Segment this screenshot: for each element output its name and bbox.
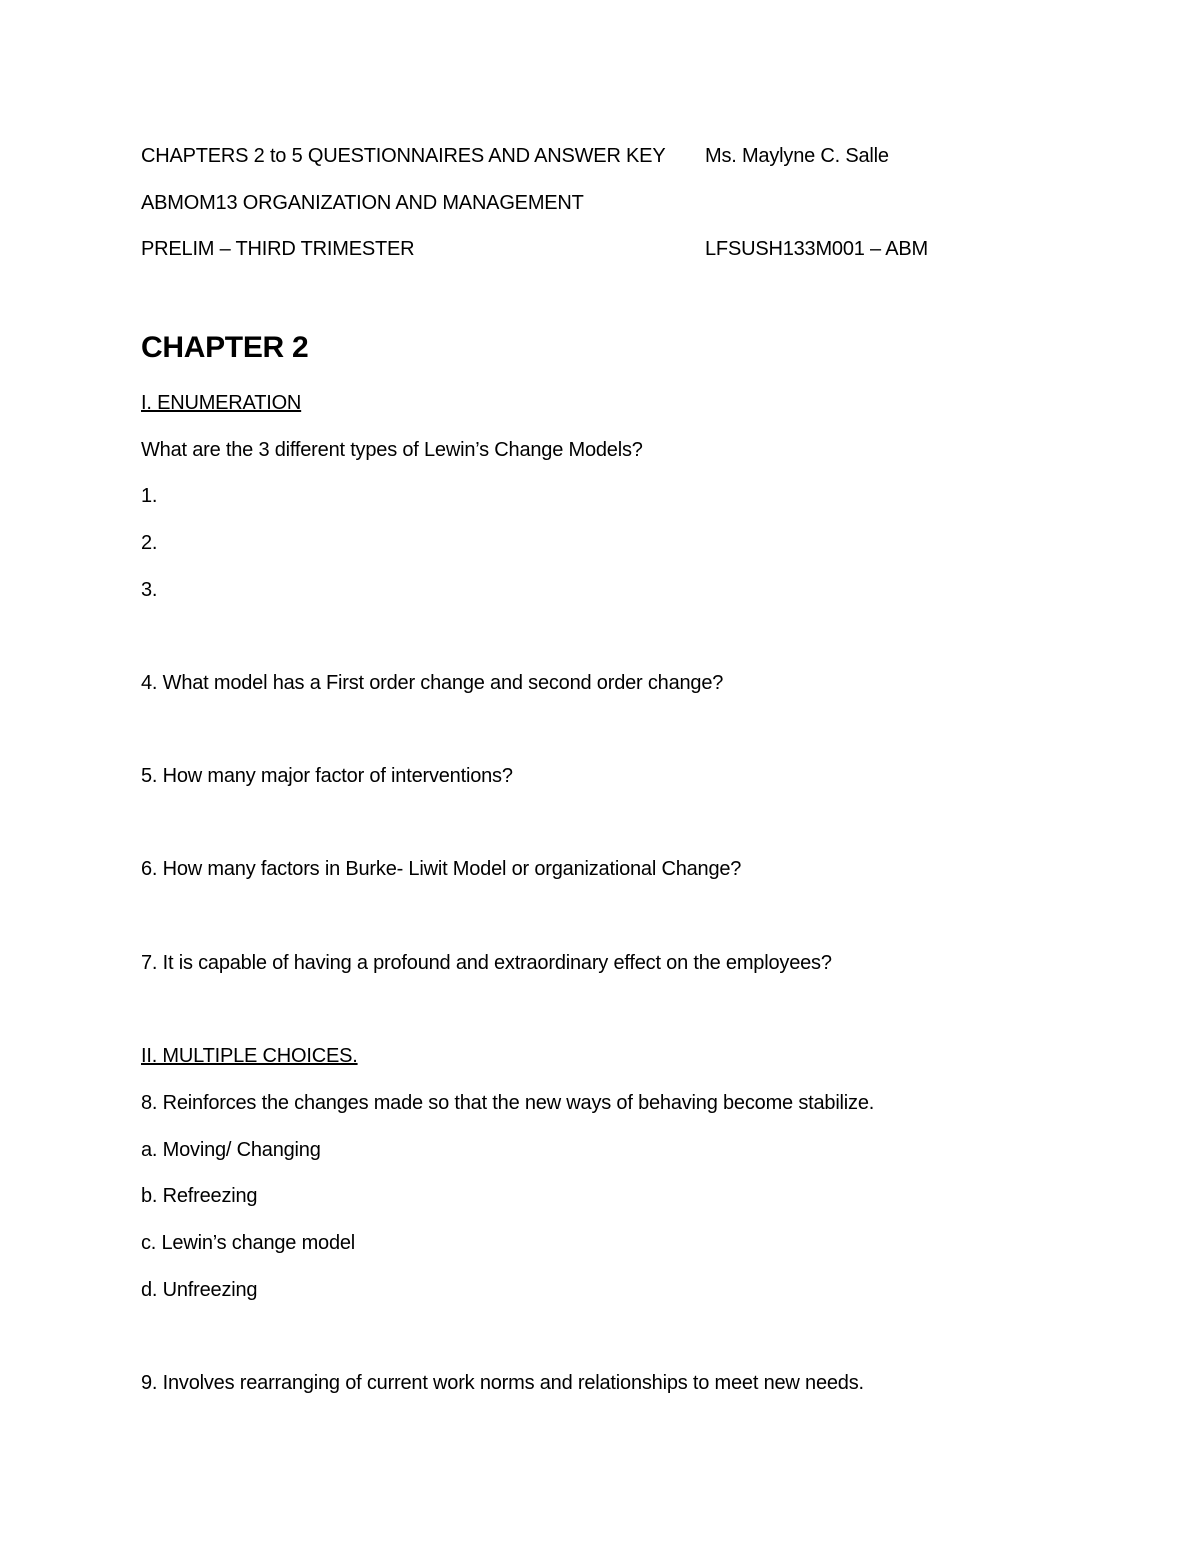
document-title: CHAPTERS 2 to 5 QUESTIONNAIRES AND ANSWER KEY <box>141 145 666 167</box>
question-6: 6. How many factors in Burke- Liwit Model or organizational Change? <box>141 858 742 880</box>
question-7: 7. It is capable of having a profound and extraordinary effect on the employees? <box>141 952 832 974</box>
question-9: 9. Involves rearranging of current work norms and relationships to meet new needs. <box>141 1372 864 1394</box>
question-8: 8. Reinforces the changes made so that the new ways of behaving become stabilize. <box>141 1092 875 1114</box>
answer-blank-1: 1. <box>141 485 158 507</box>
section-heading-multiple-choices: II. MULTIPLE CHOICES. <box>141 1045 358 1067</box>
choice-c: c. Lewin’s change model <box>141 1232 356 1254</box>
term-label: PRELIM – THIRD TRIMESTER <box>141 238 415 260</box>
teacher-name: Ms. Maylyne C. Salle <box>705 145 889 167</box>
enumeration-question: What are the 3 different types of Lewin’s Change Models? <box>141 439 643 461</box>
section-heading-enumeration: I. ENUMERATION <box>141 392 302 414</box>
course-name: ABMOM13 ORGANIZATION AND MANAGEMENT <box>141 192 584 214</box>
choice-d: d. Unfreezing <box>141 1279 258 1301</box>
choice-a: a. Moving/ Changing <box>141 1139 321 1161</box>
choice-b: b. Refreezing <box>141 1185 258 1207</box>
answer-blank-2: 2. <box>141 532 158 554</box>
question-5: 5. How many major factor of interventions? <box>141 765 513 787</box>
question-4: 4. What model has a First order change and second order change? <box>141 672 724 694</box>
answer-blank-3: 3. <box>141 579 158 601</box>
chapter-title: CHAPTER 2 <box>141 331 309 364</box>
section-code: LFSUSH133M001 – ABM <box>705 238 928 260</box>
